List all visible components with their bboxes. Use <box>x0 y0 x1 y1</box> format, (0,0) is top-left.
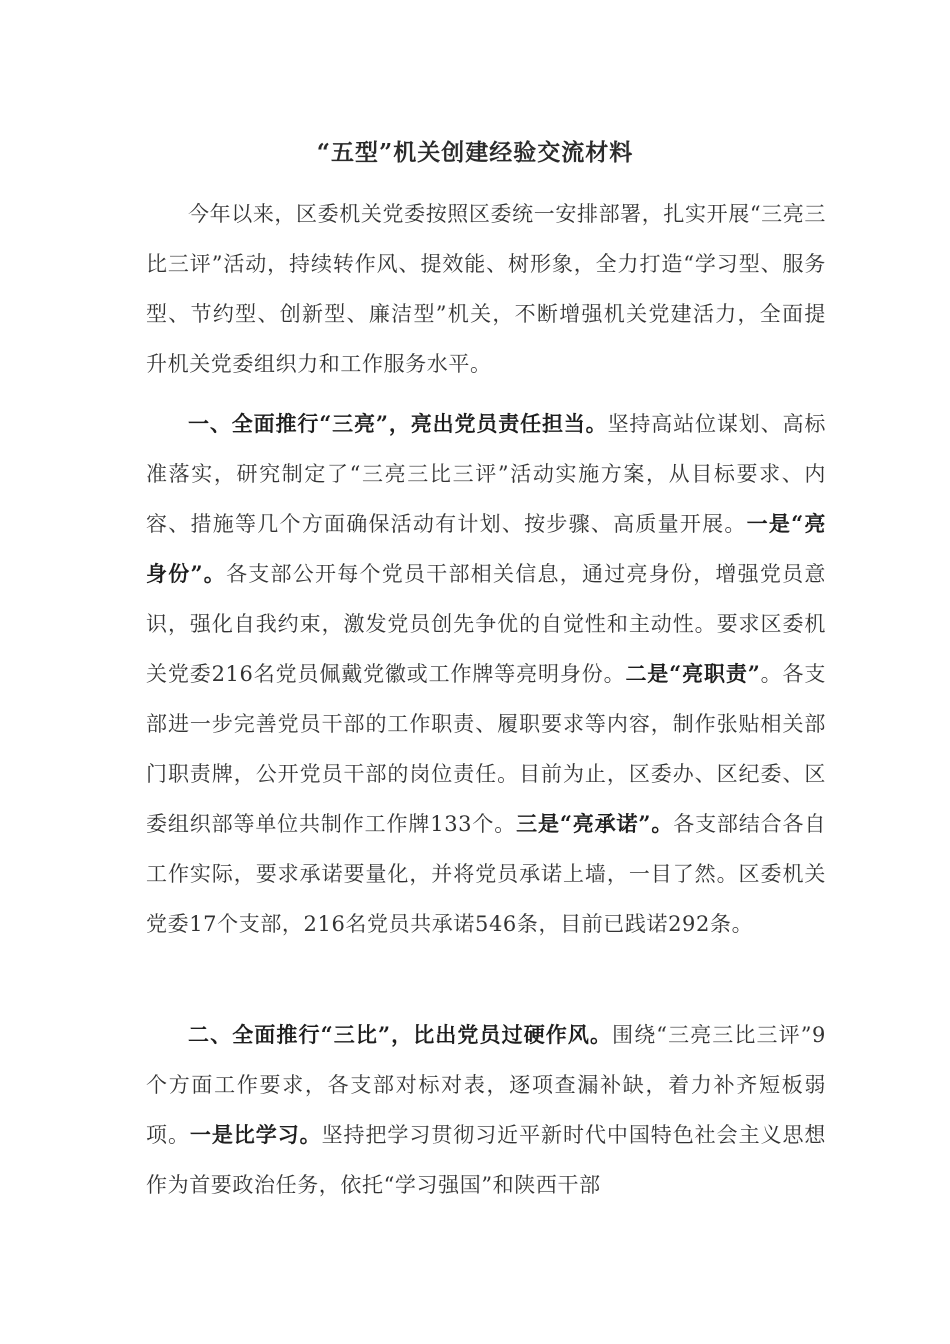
item-show-identity-text: 各支部公开每个党员干部相关信息，通过亮身份，增强党员意识，强化自我约束，激发党员创先争优的自觉性和主动性。要求区委机关党委216名党员佩戴党徽或工作牌等亮明身份。 <box>146 562 826 686</box>
section-two-heading: 二、全面推行“三比”，比出党员过硬作风。 <box>188 1022 613 1047</box>
item-show-duties-heading: 二是“亮职责” <box>625 661 761 686</box>
section-one-text: 坚持高站位谋划、高标准落实，研究制定了“三亮三比三评”活动实施方案，从目标要求、内容、措施等几个方面确保活动有计划、按步骤、高质量开展。 <box>146 412 826 536</box>
item-show-identity-heading: 一是“亮身份”。 <box>146 511 827 586</box>
item-compare-study-text: 坚持把学习贯彻习近平新时代中国特色社会主义思想作为首要政治任务，依托“学习强国”和陕西干部 <box>146 1123 826 1197</box>
item-show-commitment-heading: 三是“亮承诺”。 <box>516 811 674 836</box>
paragraph-intro-text: 今年以来，区委机关党委按照区委统一安排部署，扎实开展“三亮三比三评”活动，持续转作风、提效能、树形象，全力打造“学习型、服务型、节约型、创新型、廉洁型”机关，不断增强机关党建活力，全面提升机关党委组织力和工作服务水平。 <box>146 202 826 376</box>
document-title: “五型”机关创建经验交流材料 <box>316 139 634 166</box>
item-compare-study-heading: 一是比学习。 <box>189 1122 322 1147</box>
paragraph-section-two <box>146 1010 826 1210</box>
section-two-text: 围绕“三亮三比三评”9个方面工作要求，各支部对标对表，逐项查漏补缺，着力补齐短板弱项。 <box>146 1023 826 1147</box>
paragraph-intro <box>146 189 826 389</box>
section-one-heading: 一、全面推行“三亮”，亮出党员责任担当。 <box>188 411 608 436</box>
item-show-commitment-text: 各支部结合各自工作实际，要求承诺要量化，并将党员承诺上墙，一目了然。区委机关党委17个支部，216名党员共承诺546条，目前已践诺292条。 <box>146 812 826 936</box>
paragraph-section-one <box>146 399 826 949</box>
item-show-duties-text: 。各支部进一步完善党员干部的工作职责、履职要求等内容，制作张贴相关部门职责牌，公开党员干部的岗位责任。目前为止，区委办、区纪委、区委组织部等单位共制作工作牌133个。 <box>146 662 826 836</box>
